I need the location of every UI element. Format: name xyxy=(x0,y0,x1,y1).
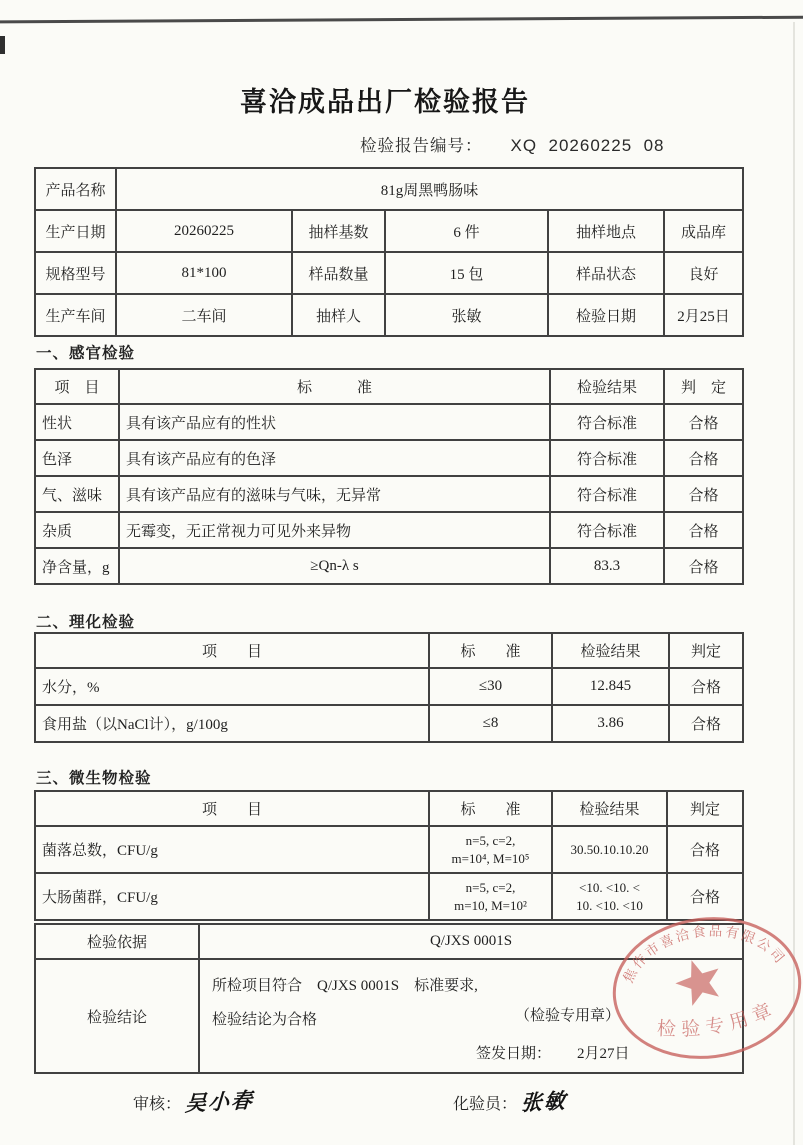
table-row xyxy=(35,548,743,584)
scan-speck-artifact xyxy=(0,36,5,54)
standard-cell xyxy=(429,873,552,920)
item-cell: 性状 xyxy=(35,404,119,440)
sample-state-value: 良好 xyxy=(664,252,743,294)
judge-cell: 合格 xyxy=(664,440,743,476)
table-row xyxy=(35,168,743,210)
table-header-row xyxy=(35,369,743,404)
reviewer-signature xyxy=(133,1086,254,1116)
reviewer-handwritten-name: 吴小春 xyxy=(184,1089,255,1116)
production-date-value: 20260225 xyxy=(116,210,292,252)
sample-base-label: 抽样基数 xyxy=(292,210,385,252)
table-row xyxy=(35,873,743,920)
judge-cell: 合格 xyxy=(664,512,743,548)
standard-line2: m=10⁴, M=10⁵ xyxy=(451,850,530,866)
report-number-line xyxy=(360,132,665,156)
col-result: 检验结果 xyxy=(552,791,667,826)
col-item: 项 目 xyxy=(35,369,119,404)
table-row xyxy=(35,404,743,440)
col-standard: 标 准 xyxy=(429,633,552,668)
micro-table xyxy=(34,790,744,921)
result-line1: <10. <10. < xyxy=(579,879,640,895)
standard-cell: ≤30 xyxy=(429,668,552,705)
col-judge: 判定 xyxy=(669,633,743,668)
result-cell: 12.845 xyxy=(552,668,669,705)
physchem-table xyxy=(34,632,744,743)
conclusion-content-cell xyxy=(199,959,743,1073)
issue-date-line xyxy=(476,1042,630,1063)
result-cell: 符合标准 xyxy=(550,512,664,548)
table-row xyxy=(35,210,743,252)
production-date-label: 生产日期 xyxy=(35,210,116,252)
section-heading-micro: 三、微生物检验 xyxy=(36,770,152,787)
table-row xyxy=(35,826,743,873)
item-cell: 大肠菌群，CFU/g xyxy=(35,873,429,920)
judge-cell: 合格 xyxy=(669,705,743,742)
table-row xyxy=(35,252,743,294)
result-cell xyxy=(552,873,667,920)
standard-cell: ≤8 xyxy=(429,705,552,742)
table-header-row xyxy=(35,791,743,826)
scan-edge-artifact xyxy=(0,16,803,24)
judge-cell: 合格 xyxy=(664,548,743,584)
col-result: 检验结果 xyxy=(552,633,669,668)
sample-place-value: 成品库 xyxy=(664,210,743,252)
scan-edge-right-artifact xyxy=(793,22,795,1145)
item-cell: 杂质 xyxy=(35,512,119,548)
seal-note: （检验专用章） xyxy=(515,1008,621,1024)
standard-line1: n=5, c=2, xyxy=(465,879,516,895)
table-row xyxy=(35,294,743,336)
conclusion-table xyxy=(34,923,744,1074)
item-cell: 食用盐（以NaCl计），g/100g xyxy=(35,705,429,742)
seal-caption-textpath: 检验专用章 xyxy=(656,998,781,1041)
conclusion-line1: 所检项目符合 Q/JXS 0001S 标准要求, xyxy=(212,978,478,994)
table-row xyxy=(35,924,743,959)
table-row xyxy=(35,959,743,1073)
judge-cell: 合格 xyxy=(669,668,743,705)
result-cell: 符合标准 xyxy=(550,404,664,440)
col-standard: 标 准 xyxy=(429,791,552,826)
table-row xyxy=(35,512,743,548)
product-info-table xyxy=(34,167,744,337)
issue-date-label: 签发日期： xyxy=(476,1046,552,1062)
section-heading-sensory: 一、感官检验 xyxy=(36,345,136,362)
table-header-row xyxy=(35,633,743,668)
result-cell: 3.86 xyxy=(552,705,669,742)
result-cell: 符合标准 xyxy=(550,440,664,476)
judge-cell: 合格 xyxy=(664,476,743,512)
workshop-value: 二车间 xyxy=(116,294,292,336)
col-judge: 判 定 xyxy=(664,369,743,404)
table-row xyxy=(35,668,743,705)
sample-qty-label: 样品数量 xyxy=(292,252,385,294)
result-cell: 83.3 xyxy=(550,548,664,584)
sample-state-label: 样品状态 xyxy=(548,252,664,294)
sample-qty-value: 15 包 xyxy=(385,252,548,294)
result-cell: 符合标准 xyxy=(550,476,664,512)
col-item: 项 目 xyxy=(35,791,429,826)
item-cell: 色泽 xyxy=(35,440,119,476)
table-row xyxy=(35,440,743,476)
table-row xyxy=(35,476,743,512)
col-result: 检验结果 xyxy=(550,369,664,404)
col-judge: 判定 xyxy=(667,791,743,826)
judge-cell: 合格 xyxy=(667,873,743,920)
tester-label: 化验员： xyxy=(453,1096,518,1113)
standard-cell xyxy=(429,826,552,873)
page-title: 喜洽成品出厂检验报告 xyxy=(240,87,530,117)
basis-value: Q/JXS 0001S xyxy=(199,924,743,959)
report-number-label: 检验报告编号： xyxy=(360,136,483,155)
inspect-date-value: 2月25日 xyxy=(664,294,743,336)
standard-cell: ≥Qn-λ s xyxy=(119,548,550,584)
judge-cell: 合格 xyxy=(667,826,743,873)
conclusion-line2: 检验结论为合格 xyxy=(212,1012,318,1028)
standard-cell: 无霉变，无正常视力可见外来异物 xyxy=(119,512,550,548)
sensory-table xyxy=(34,368,744,585)
spec-model-label: 规格型号 xyxy=(35,252,116,294)
conclusion-label: 检验结论 xyxy=(35,959,199,1073)
reviewer-label: 审核： xyxy=(133,1096,182,1113)
product-name-label: 产品名称 xyxy=(35,168,116,210)
item-cell: 水分，% xyxy=(35,668,429,705)
sampler-label: 抽样人 xyxy=(292,294,385,336)
sampler-value: 张敏 xyxy=(385,294,548,336)
basis-label: 检验依据 xyxy=(35,924,199,959)
inspect-date-label: 检验日期 xyxy=(548,294,664,336)
judge-cell: 合格 xyxy=(664,404,743,440)
section-heading-physchem: 二、理化检验 xyxy=(36,614,136,631)
standard-line1: n=5, c=2, xyxy=(465,832,516,848)
issue-date-value: 2月27日 xyxy=(577,1046,630,1062)
seal-company-textpath: 焦作市喜洽食品有限公司 xyxy=(620,923,789,986)
table-row xyxy=(35,705,743,742)
result-cell: 30.50.10.10.20 xyxy=(552,826,667,873)
standard-cell: 具有该产品应有的滋味与气味，无异常 xyxy=(119,476,550,512)
item-cell: 菌落总数，CFU/g xyxy=(35,826,429,873)
result-line2: 10. <10. <10 xyxy=(576,897,643,913)
item-cell: 净含量，g xyxy=(35,548,119,584)
tester-signature xyxy=(453,1086,567,1116)
product-name-value: 81g周黑鸭肠味 xyxy=(116,168,743,210)
report-number-value: XQ 20260225 08 xyxy=(510,136,665,155)
tester-handwritten-name: 张敏 xyxy=(520,1089,568,1116)
standard-line2: m=10, M=10² xyxy=(454,897,527,913)
col-item: 项 目 xyxy=(35,633,429,668)
col-standard: 标 准 xyxy=(119,369,550,404)
sample-place-label: 抽样地点 xyxy=(548,210,664,252)
standard-cell: 具有该产品应有的色泽 xyxy=(119,440,550,476)
sample-base-value: 6 件 xyxy=(385,210,548,252)
workshop-label: 生产车间 xyxy=(35,294,116,336)
spec-model-value: 81*100 xyxy=(116,252,292,294)
standard-cell: 具有该产品应有的性状 xyxy=(119,404,550,440)
item-cell: 气、滋味 xyxy=(35,476,119,512)
